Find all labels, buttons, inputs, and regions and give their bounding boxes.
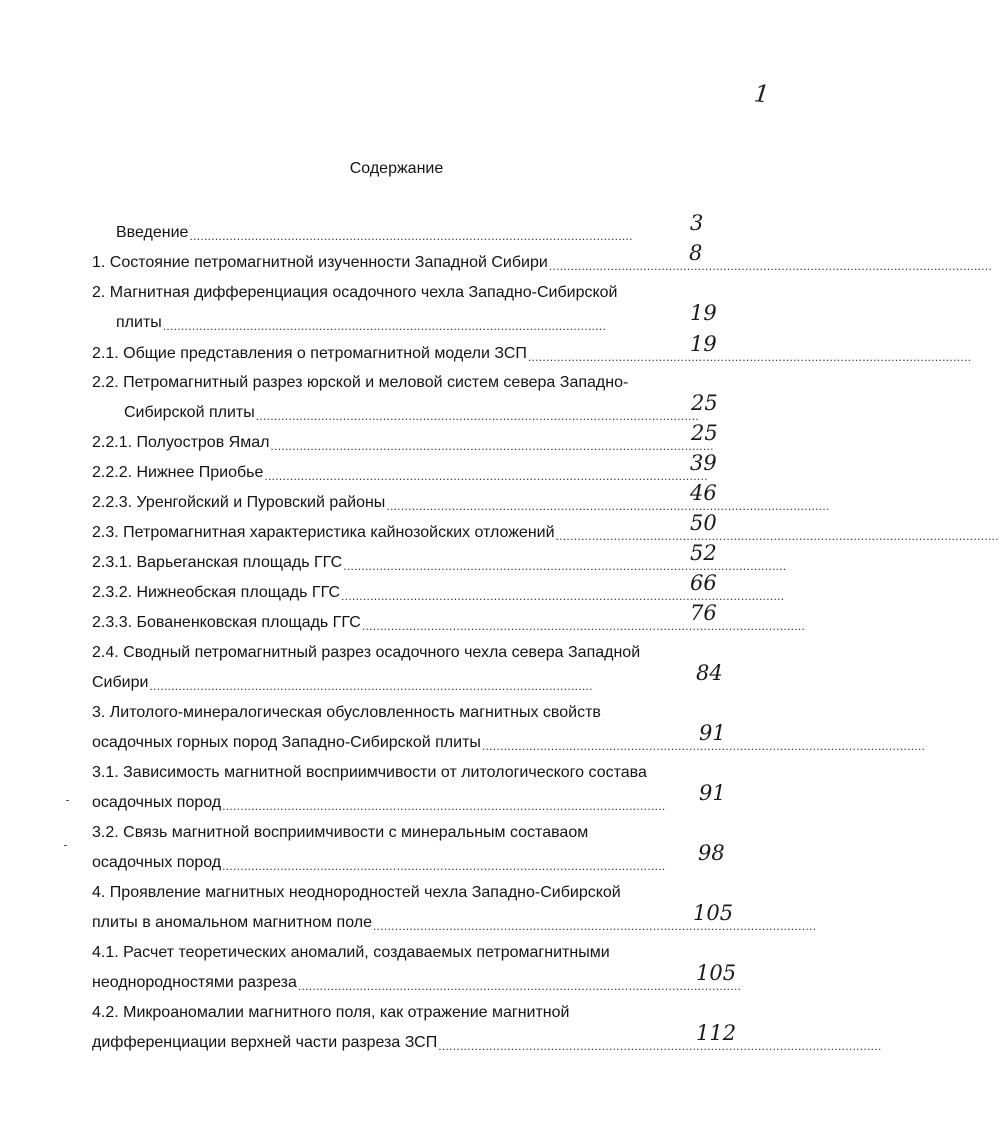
toc-entry-2-2 <box>124 391 718 424</box>
toc-entry-2-2-2 <box>92 451 717 484</box>
toc-entry-text: Сибири <box>92 674 149 691</box>
toc-entry-text: плиты <box>116 314 162 331</box>
toc-entry-2-3-1 <box>92 541 787 574</box>
toc-page-number: 19 <box>690 301 717 325</box>
toc-entry-1 <box>92 241 993 274</box>
toc-entry-2-4-first-line: 2.4. Сводный петромагнитный разрез осадочного чехла севера Западной <box>92 644 641 661</box>
toc-entry-2-1 <box>92 332 972 365</box>
toc-page-number: 50 <box>690 511 717 535</box>
toc-entry-3-2-first-line: 3.2. Связь магнитной восприимчивости с минеральным составаом <box>92 824 589 841</box>
toc-page-number: 19 <box>690 332 717 356</box>
toc-page-number: 8 <box>689 241 703 265</box>
leader-dots: .......................................................................................................................... <box>438 1039 882 1053</box>
leader-dots: .......................................................................................................................... <box>255 409 700 423</box>
toc-entry-4-1-first-line: 4.1. Расчет теоретических аномалий, создаваемых петромагнитными <box>92 944 610 961</box>
toc-entry-text: 2.3.3. Бованенковская площадь ГГС <box>92 614 361 631</box>
toc-entry-text: 2.1. Общие представления о петромагнитной модели ЗСП <box>92 345 527 362</box>
toc-entry-4-first-line: 4. Проявление магнитных неоднородностей чехла Западно-Сибирской <box>92 884 621 901</box>
leader-dots: .......................................................................................................................... <box>481 739 926 753</box>
toc-entry-text: осадочных пород <box>92 794 222 811</box>
leader-dots: .......................................................................................................................... <box>548 259 993 273</box>
toc-entry-text: осадочных пород <box>92 854 222 871</box>
toc-entry-text: 1. Состояние петромагнитной изученности Западной Сибири <box>92 254 548 271</box>
toc-entry-text: Сибирской плиты <box>124 404 255 421</box>
leader-dots: .......................................................................................................................... <box>386 499 830 513</box>
toc-entry-3 <box>92 721 926 754</box>
toc-entry-3-1 <box>92 781 726 814</box>
toc-page-number: 91 <box>699 781 726 805</box>
toc-entry-4-2 <box>92 1021 882 1054</box>
toc-entry-2-3-3 <box>92 601 806 634</box>
toc-entry-3-2 <box>92 841 725 874</box>
toc-entry-2-2-1 <box>92 421 718 454</box>
toc-entry-4-1 <box>92 961 742 994</box>
toc-entry-text: осадочных горных пород Западно-Сибирской плиты <box>92 734 481 751</box>
leader-dots: .......................................................................................................................... <box>162 319 607 333</box>
toc-entry-2 <box>116 301 717 334</box>
leader-dots: .......................................................................................................................... <box>189 229 633 243</box>
scan-speck <box>64 845 67 846</box>
leader-dots: .......................................................................................................................... <box>343 559 787 573</box>
leader-dots: .......................................................................................................................... <box>527 350 972 364</box>
toc-entry-text: 2.3.1. Варьеганская площадь ГГС <box>92 554 343 571</box>
toc-page-number: 76 <box>690 601 717 625</box>
toc-entry-2-3-2 <box>92 571 785 604</box>
toc-entry-4-2-first-line: 4.2. Микроаномалии магнитного поля, как отражение магнитной <box>92 1004 570 1021</box>
toc-entry-text: неоднородностями разреза <box>92 974 297 991</box>
leader-dots: .......................................................................................................................... <box>361 619 806 633</box>
leader-dots: .......................................................................................................................... <box>222 799 666 813</box>
toc-entry-4 <box>92 901 817 934</box>
leader-dots: .......................................................................................................................... <box>270 439 714 453</box>
toc-entry-2-2-first-line: 2.2. Петромагнитный разрез юрской и меловой систем севера Западно- <box>92 374 629 391</box>
toc-entry-2-3 <box>92 511 999 544</box>
toc-page-number: 66 <box>690 571 717 595</box>
leader-dots: .......................................................................................................................... <box>297 979 742 993</box>
toc-page-number: 25 <box>691 391 718 415</box>
toc-entry-text: дифференциации верхней части разреза ЗСП <box>92 1034 438 1051</box>
toc-page-number: 25 <box>691 421 718 445</box>
toc-page-number: 105 <box>696 961 737 985</box>
toc-entry-2-first-line: 2. Магнитная дифференциация осадочного чехла Западно-Сибирской <box>92 284 618 301</box>
leader-dots: .......................................................................................................................... <box>264 469 708 483</box>
toc-entry-2-2-3 <box>92 481 830 514</box>
leader-dots: .......................................................................................................................... <box>555 529 999 543</box>
toc-entry-3-1-first-line: 3.1. Зависимость магнитной восприимчивости от литологического состава <box>92 764 647 781</box>
toc-page-number: 105 <box>693 901 734 925</box>
leader-dots: .......................................................................................................................... <box>341 589 785 603</box>
toc-entry-text: плиты в аномальном магнитном поле <box>92 914 372 931</box>
toc-page-number: 3 <box>690 211 704 235</box>
toc-entry-text: Введение <box>116 224 189 241</box>
toc-page-number: 112 <box>696 1021 737 1045</box>
toc-page-number: 52 <box>690 541 717 565</box>
toc-entry-text: 2.2.3. Уренгойский и Пуровский районы <box>92 494 386 511</box>
toc-entry-2-4 <box>92 661 723 694</box>
toc-entry-intro <box>116 211 704 244</box>
page-title: Содержание <box>349 160 444 177</box>
leader-dots: .......................................................................................................................... <box>373 919 817 933</box>
toc-page-number: 91 <box>699 721 726 745</box>
toc-page-number: 46 <box>690 481 717 505</box>
toc-page-number: 84 <box>696 661 723 685</box>
toc-page-number: 39 <box>690 451 717 475</box>
page-number: 1 <box>752 79 771 109</box>
toc-page-number: 98 <box>698 841 725 865</box>
leader-dots: .......................................................................................................................... <box>222 859 666 873</box>
toc-entry-text: 2.2.2. Нижнее Приобье <box>92 464 264 481</box>
scan-speck <box>66 800 69 801</box>
toc-entry-text: 2.2.1. Полуостров Ямал <box>92 434 270 451</box>
leader-dots: .......................................................................................................................... <box>149 679 593 693</box>
toc-entry-text: 2.3. Петромагнитная характеристика кайнозойских отложений <box>92 524 555 541</box>
toc-entry-3-first-line: 3. Литолого-минералогическая обусловленность магнитных свойств <box>92 704 601 721</box>
toc-entry-text: 2.3.2. Нижнеобская площадь ГГС <box>92 584 341 601</box>
